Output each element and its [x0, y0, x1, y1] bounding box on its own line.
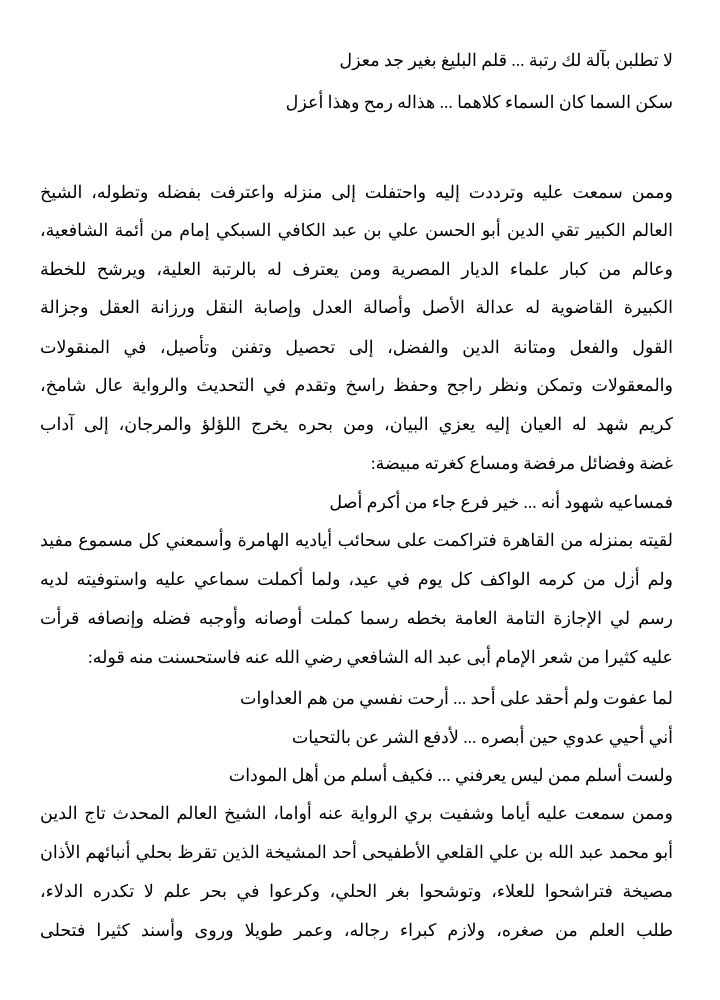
paragraph-line: مصيخة فتراشحوا للعلاء، وتوشحوا بغر الحلي، وكرعوا في بحر علم لا تكدره الدلاء،	[40, 881, 673, 901]
paragraph-line: العالم الكبير تقي الدين أبو الحسن علي بن عبد الكافي السبكي إمام من أئمة الشافعية،	[40, 220, 673, 240]
paragraph-line: الكبيرة القاضوية له عدالة الأصل وأصالة العدل وإصابة النقل ورزانة العقل وجزالة	[40, 297, 673, 317]
paragraph-line: أبو محمد عبد الله بن علي القلعي الأطفيحى أحد المشيخة الذين تقرظ بحلي أنبائهم الأذان	[40, 842, 673, 862]
poem-verse: فمساعيه شهود أنه ... خير فرع جاء من أكرم أصل	[329, 492, 673, 512]
paragraph-line: رسم لي الإجازة التامة العامة بخطه رسما كملت أوصانه وأوجبه فضله وإنصافه قرأت	[40, 608, 673, 628]
paragraph-line: عليه كثيرا من شعر الإمام أبى عبد اله الشافعي رضي الله عنه فاستحسنت منه قوله:	[87, 647, 673, 667]
paragraph-line: ولم أزل من كرمه الواكف كل يوم في عيد، ولما أكملت سماعي عليه واستوفيته لديه	[40, 569, 673, 589]
paragraph-line: غضة وفضائل مرفضة ومساع كغرته مبيضة:	[370, 453, 673, 473]
paragraph-line: القول والفعل ومتانة الدين والفضل، إلى تحصيل وتفنن وتأصيل، في المنقولات	[40, 337, 673, 357]
paragraph-line: كريم شهد له العيان إليه يعزي البيان، ومن بحره يخرج اللؤلؤ والمرجان، إلى آداب	[40, 414, 673, 434]
paragraph-line: لقيته بمنزله من القاهرة فتراكمت على سحائب أياديه الهامرة وأسمعني كل مسموع مفيد	[40, 530, 673, 550]
paragraph-line: وممن سمعت عليه أياما وشفيت بري الرواية عنه أواما، الشيخ العالم المحدث تاج الدين	[40, 803, 673, 823]
paragraph-line: وعالم من كبار علماء الديار المصرية ومن يعترف له بالرتبة العلية، ويرشح للخطة	[40, 259, 673, 279]
poem-verse: أني أحيي عدوي حين أبصره ... لأدفع الشر عن بالتحيات	[291, 727, 673, 747]
poem-verse-2: سكن السما كان السماء كلاهما ... هذاله رمح وهذا أعزل	[285, 92, 673, 112]
poem-verse: لما عفوت ولم أحقد على أحد ... أرحت نفسي من هم العداوات	[240, 688, 673, 708]
poem-verse: ولست أسلم ممن ليس يعرفني ... فكيف أسلم من أهل المودات	[228, 765, 673, 785]
poem-verse-1: لا تطلبن بآلة لك رتبة ... قلم البليغ بغير جد معزل	[339, 50, 673, 70]
paragraph-line: والمعقولات وتمكن ونظر راجح وحفظ راسخ وتقدم في التحديث والرواية عال شامخ،	[40, 375, 673, 395]
paragraph-line: طلب العلم من صغره، ولازم كبراء رجاله، وعمر طويلا وروى وأسند كثيرا فتحلى	[40, 920, 673, 940]
paragraph-line: وممن سمعت عليه وترددت إليه واحتفلت إلى منزله واعترفت بفضله وتطوله، الشيخ	[40, 182, 673, 202]
